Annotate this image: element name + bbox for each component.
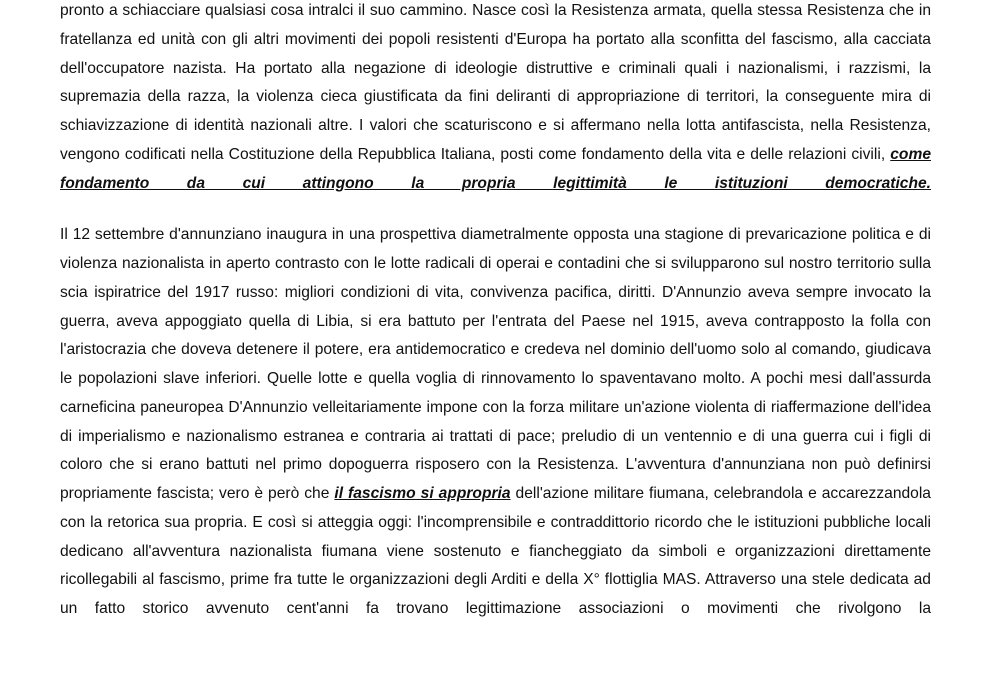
paragraph-text: pronto a schiacciare qualsiasi cosa intralci il suo cammino. Nasce così la Resistenza armata, quella stessa Resistenza che in fratellanza ed unità con gli altri movimenti dei popoli resistenti d'Europa ha portato alla sconfitta del fascismo, alla cacciata dell'occupatore nazista. Ha portato alla negazione di ideologie distruttive e criminali quali i nazionalismi, i razzismi, la supremazia della razza, la violenza cieca giustificata da fini deliranti di appropriazione di territori, la conseguente mira di schiavizzazione di identità nazionali altre. I valori che scaturiscono e si affermano nella lotta antifascista, nella Resistenza, vengono codificati nella Costituzione della Repubblica Italiana, posti come fondamento della vita e delle relazioni civili, <box>60 2 931 163</box>
paragraph-resistenza <box>60 0 931 198</box>
document-page <box>60 0 931 624</box>
paragraph-text-continued: dell'azione militare fiumana, celebrandola e accarezzandola con la retorica sua propria. E così si atteggia oggi: l'incomprensibile e contraddittorio ricordo che le istituzioni pubbliche locali dedicano all'avventura nazionalista fiumana viene sostenuto e fiancheggiato da simboli e organizzazioni direttamente ricollegabili al fascismo, prime fra tutte le organizzazioni degli Arditi e della X° flottiglia MAS. Attraverso una stele dedicata ad un fatto storico avvenuto cent'anni fa trovano legittimazione associazioni o movimenti che rivolgono la <box>60 485 931 617</box>
paragraph-dannunzio <box>60 221 931 624</box>
paragraph-text: Il 12 settembre d'annunziano inaugura in una prospettiva diametralmente opposta una stagione di prevaricazione politica e di violenza nazionalista in aperto contrasto con le lotte radicali di operai e contadini che si svilupparono sul nostro territorio sulla scia ispiratrice del 1917 russo: migliori condizioni di vita, convivenza pacifica, diritti. D'Annunzio aveva sempre invocato la guerra, aveva appoggiato quella di Libia, si era battuto per l'entrata del Paese nel 1915, aveva contrapposto la folla con l'aristocrazia che doveva detenere il potere, era antidemocratico e credeva nel dominio dell'uomo solo al comando, giudicava le popolazioni slave inferiori. Quelle lotte e quella voglia di rinnovamento lo spaventavano molto. A pochi mesi dall'assurda carneficina paneuropea D'Annunzio velleitariamente impone con la forza militare un'azione violenta di riaffermazione dell'idea di imperialismo e nazionalismo estranea e contraria ai trattati di pace; preludio di un ventennio e di una guerra cui i figli di coloro che si erano battuti nel primo dopoguerra risposero con la Resistenza. L'avventura d'annunziana non può definirsi propriamente fascista; vero è però che <box>60 226 931 502</box>
emphasized-text: il fascismo si appropria <box>334 485 511 502</box>
emphasized-text: come fondamento da cui attingono la propria legittimità le istituzioni democratiche. <box>60 145 931 192</box>
